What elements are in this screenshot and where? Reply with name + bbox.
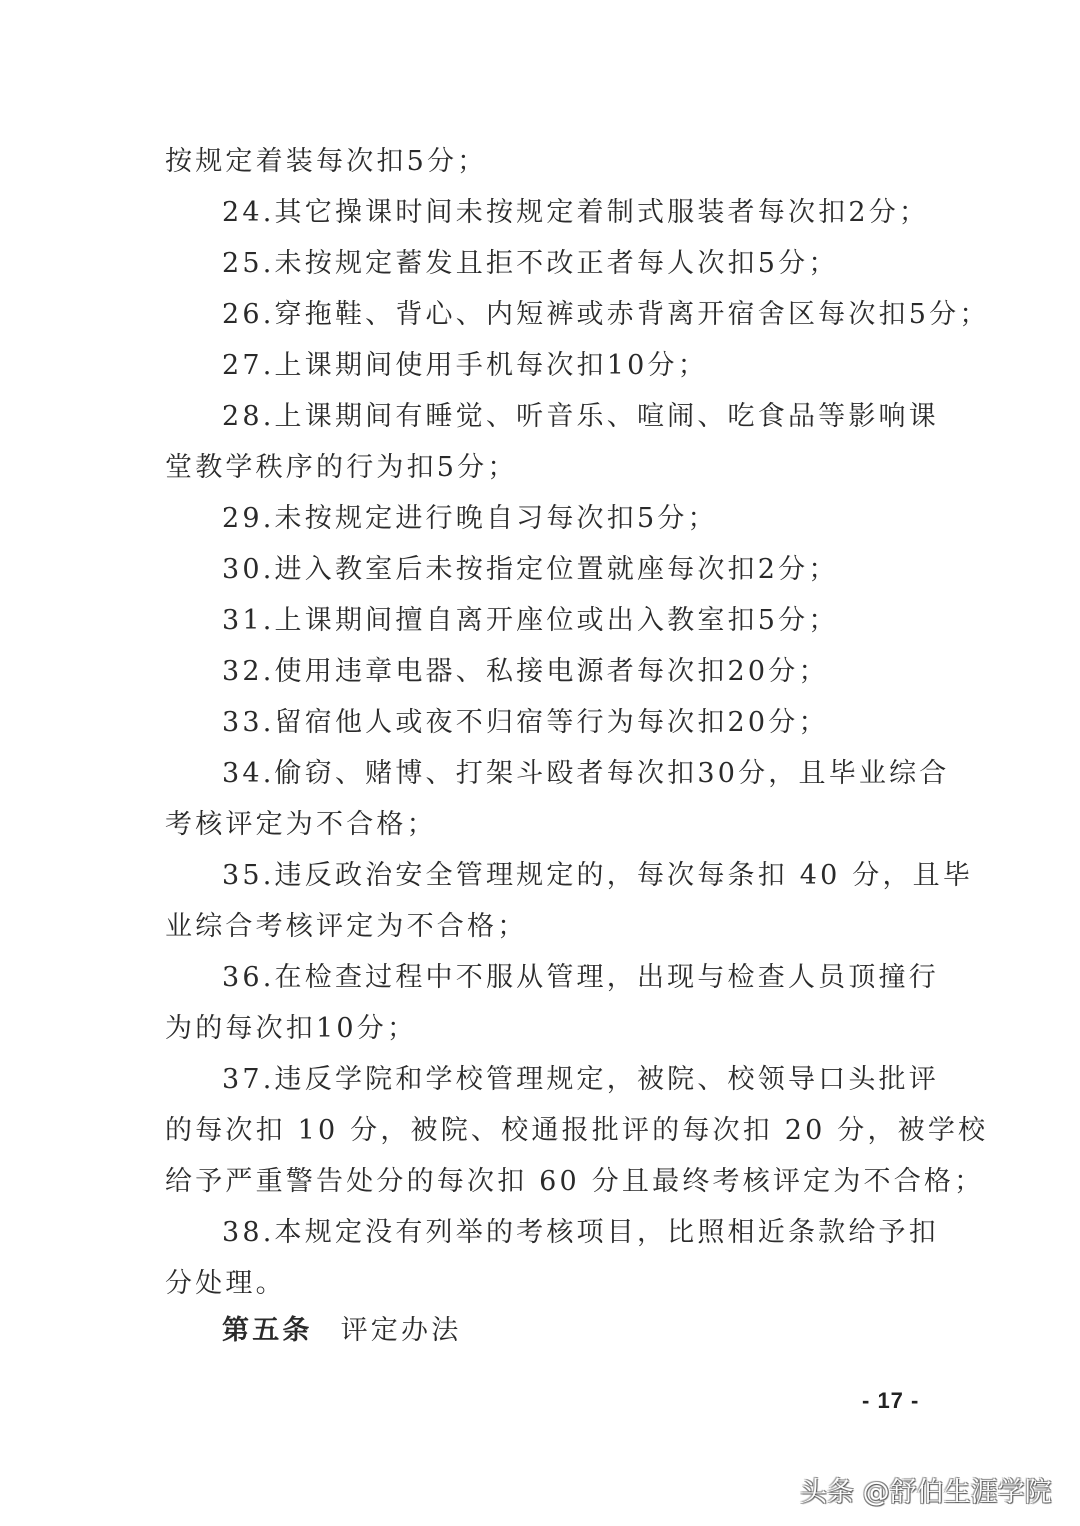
text-line: 堂教学秩序的行为扣5分；: [165, 452, 518, 483]
rule-item-38: 38.本规定没有列举的考核项目，比照相近条款给予扣: [222, 1217, 939, 1248]
rule-item-36: 36.在检查过程中不服从管理，出现与检查人员顶撞行: [222, 962, 939, 993]
text-line: 按规定着装每次扣5分；: [165, 146, 488, 177]
text-line: 的每次扣 10 分，被院、校通报批评的每次扣 20 分，被学校: [165, 1115, 989, 1146]
text-line: 考核评定为不合格；: [165, 809, 437, 840]
text-line: 给予严重警告处分的每次扣 60 分且最终考核评定为不合格；: [165, 1166, 985, 1197]
rule-item-27: 27.上课期间使用手机每次扣10分；: [222, 350, 708, 381]
section-article-number: 第五条: [222, 1315, 313, 1346]
page-number: - 17 -: [862, 1388, 920, 1413]
text-line: 分处理。: [165, 1268, 286, 1299]
text-line: 业综合考核评定为不合格；: [165, 911, 528, 942]
rule-item-35: 35.违反政治安全管理规定的，每次每条扣 40 分，且毕: [222, 860, 974, 891]
text-line: 为的每次扣10分；: [165, 1013, 418, 1044]
rule-item-25: 25.未按规定蓄发且拒不改正者每人次扣5分；: [222, 248, 839, 279]
rule-item-29: 29.未按规定进行晚自习每次扣5分；: [222, 503, 718, 534]
section-heading: [222, 1314, 982, 1348]
rule-item-24: 24.其它操课时间未按规定着制式服装者每次扣2分；: [222, 197, 930, 228]
rule-item-26: 26.穿拖鞋、背心、内短裤或赤背离开宿舍区每次扣5分；: [222, 299, 990, 330]
rule-item-37: 37.违反学院和学校管理规定，被院、校领导口头批评: [222, 1064, 939, 1095]
rule-item-32: 32.使用违章电器、私接电源者每次扣20分；: [222, 656, 829, 687]
rule-item-30: 30.进入教室后未按指定位置就座每次扣2分；: [222, 554, 839, 585]
watermark: 头条 @舒伯生涯学院: [800, 1477, 1052, 1508]
section-title: 评定办法: [340, 1315, 462, 1346]
rule-item-33: 33.留宿他人或夜不归宿等行为每次扣20分；: [222, 707, 829, 738]
rule-item-34: 34.偷窃、赌博、打架斗殴者每次扣30分，且毕业综合: [222, 758, 950, 789]
rule-item-31: 31.上课期间擅自离开座位或出入教室扣5分；: [222, 605, 839, 636]
rule-item-28: 28.上课期间有睡觉、听音乐、喧闹、吃食品等影响课: [222, 401, 939, 432]
